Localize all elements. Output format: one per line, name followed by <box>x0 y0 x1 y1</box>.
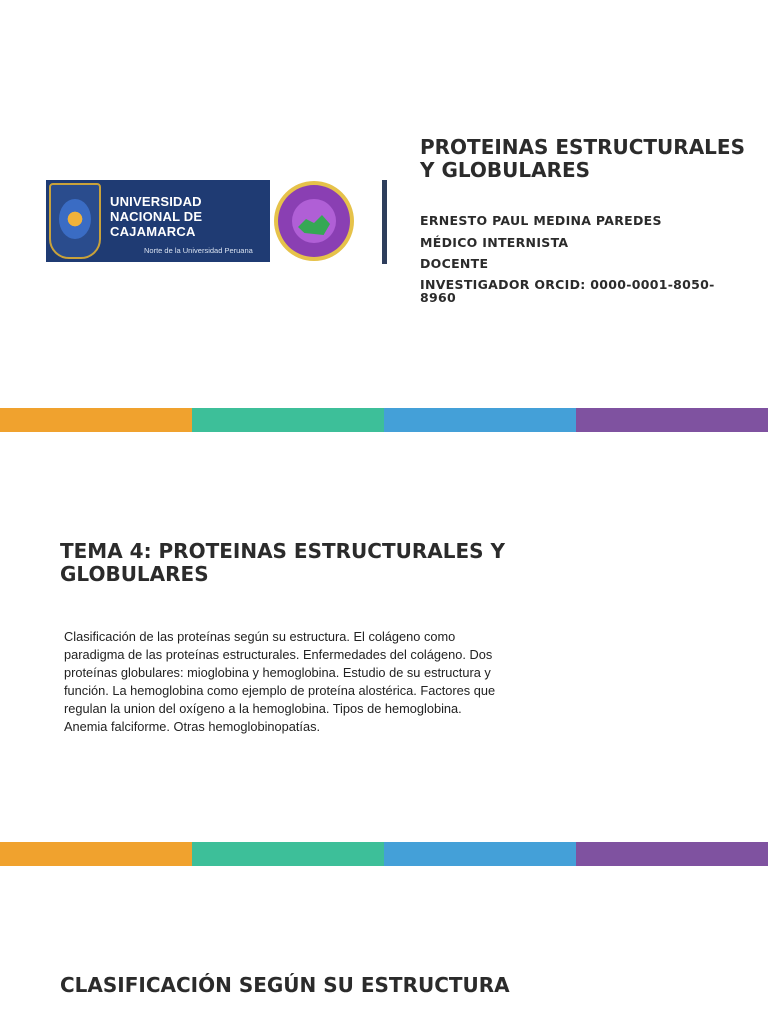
university-tagline: Norte de la Universidad Peruana <box>144 246 253 255</box>
author-name: ERNESTO PAUL MEDINA PAREDES <box>420 213 662 228</box>
author-role: MÉDICO INTERNISTA <box>420 235 569 250</box>
color-stripe-divider <box>0 842 768 866</box>
presentation-title: PROTEINAS ESTRUCTURALES Y GLOBULARES <box>420 135 745 182</box>
stripe-purple <box>576 842 768 866</box>
atom-emblem-icon <box>59 199 91 239</box>
stripe-orange <box>0 408 192 432</box>
unc-logo-banner <box>46 180 270 262</box>
stripe-orange <box>0 842 192 866</box>
shield-icon <box>49 183 101 259</box>
university-name-line-3: CAJAMARCA <box>110 224 196 239</box>
university-name-line-2: NACIONAL DE <box>110 209 203 224</box>
topic-slide <box>0 432 768 842</box>
author-orcid: INVESTIGADOR ORCID: 0000-0001-8050-8960 <box>420 277 715 305</box>
university-logo <box>46 180 356 262</box>
seal-ring <box>278 185 350 257</box>
stripe-teal <box>192 408 384 432</box>
topic-title: TEMA 4: PROTEINAS ESTRUCTURALES Y GLOBULARES <box>60 539 505 586</box>
university-name-line-1: UNIVERSIDAD <box>110 194 202 209</box>
stripe-purple <box>576 408 768 432</box>
color-stripe-divider <box>0 408 768 432</box>
stripe-blue <box>384 408 576 432</box>
vertical-divider <box>382 180 387 264</box>
stripe-blue <box>384 842 576 866</box>
seal-core <box>292 199 336 243</box>
university-name <box>110 194 202 239</box>
author-position: DOCENTE <box>420 256 489 271</box>
title-slide <box>0 0 768 408</box>
classification-slide <box>0 866 768 1024</box>
stripe-teal <box>192 842 384 866</box>
medicine-faculty-seal-icon <box>274 181 354 261</box>
classification-title: CLASIFICACIÓN SEGÚN SU ESTRUCTURA <box>60 973 510 997</box>
topic-description: Clasificación de las proteínas según su estructura. El colágeno como paradigma de las proteínas estructurales. Enfermedades del colágeno. Dos proteínas globulares: mioglobina y hemoglobina. Estudio de su estructura y función. La hemoglobina como ejemplo de proteína alostérica. Factores que regulan la union del oxígeno a la hemoglobina. Tipos de hemoglobina. Anemia falciforme. Otras hemoglobinopatías. <box>64 629 496 734</box>
